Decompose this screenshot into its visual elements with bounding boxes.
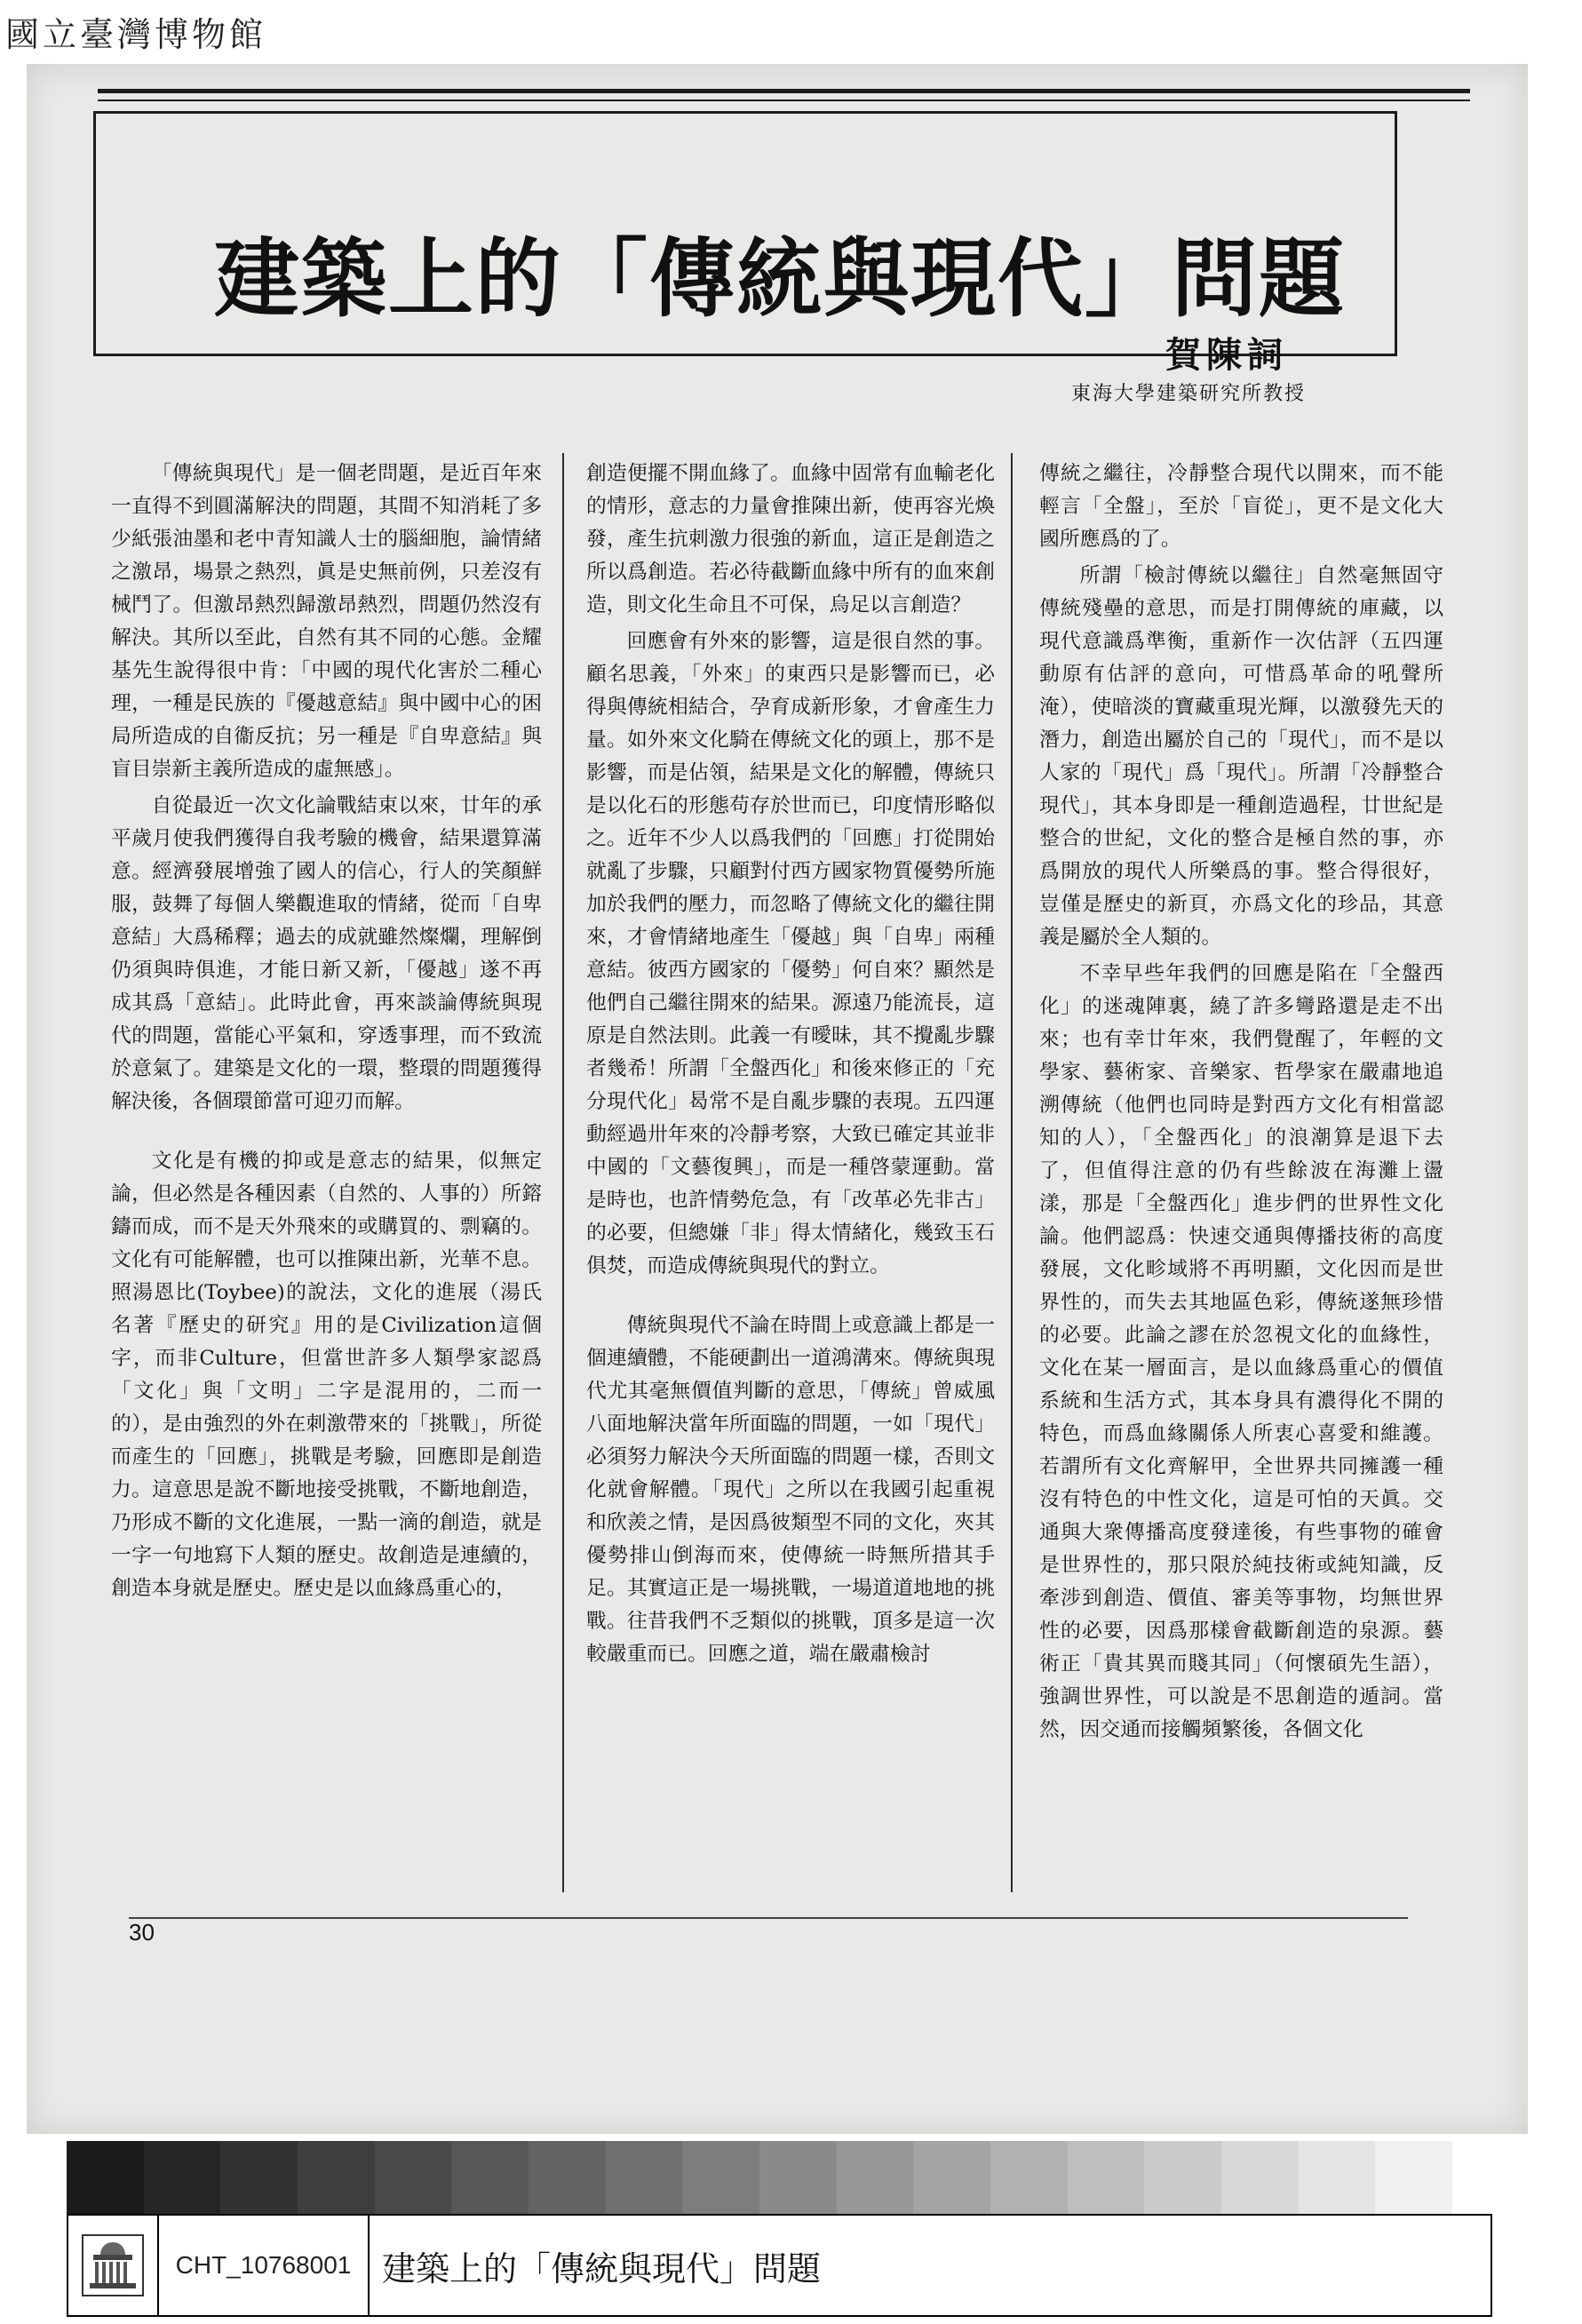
article-author: 賀陳詞 — [1165, 335, 1288, 376]
article-title: 建築上的「傳統與現代」問題 — [214, 229, 1346, 329]
title-box — [93, 111, 1397, 405]
museum-logo-icon — [68, 2216, 159, 2315]
top-rule-thick — [98, 89, 1470, 93]
top-rule-thin — [98, 99, 1470, 101]
paragraph: 創造便擺不開血緣了。血緣中固常有血輸老化的情形，意志的力量會推陳出新，使再容光煥發，產生抗刺激力很強的新血，這正是創造之所以爲創造。若必待截斷血緣中所有的血來創造，則文化生命且不可保，烏足以言創造？ — [586, 462, 995, 617]
catalog-id: CHT_10768001 — [159, 2216, 370, 2315]
grayscale-calibration-strip — [67, 2141, 1452, 2214]
text-column-1 — [111, 458, 542, 1914]
author-affiliation: 東海大學建築研究所教授 — [1070, 383, 1306, 405]
catalog-title: 建築上的「傳統與現代」問題 — [382, 2248, 822, 2288]
catalog-info-bar — [67, 2214, 1492, 2317]
column-divider — [1011, 453, 1013, 1892]
text-column-3 — [1039, 458, 1443, 1914]
paragraph: 「傳統與現代」是一個老問題，是近百年來一直得不到圓滿解決的問題，其間不知消耗了多少紙張油墨和老中青知識人士的腦細胞，論情緒之激昂，場景之熱烈，眞是史無前例，只差沒有械鬥了。但激昂熱烈歸激昂熱烈，問題仍然沒有解決。其所以至此，自然有其不同的心態。金耀基先生說得很中肯：「中國的現代化害於二種心理，一種是民族的『優越意結』與中國中心的困局所造成的自衞反抗；另一種是『自卑意結』與盲目崇新主義所造成的虛無感」。 — [111, 462, 542, 781]
paragraph: 自從最近一次文化論戰結束以來，廿年的承平歲月使我們獲得自我考驗的機會，結果還算滿意。經濟發展增強了國人的信心，行人的笑顏鮮服，鼓舞了每個人樂觀進取的情緒，從而「自卑意結」大爲稀釋；過去的成就雖然燦爛，理解倒仍須與時俱進，才能日新又新，「優越」遂不再成其爲「意結」。此時此會，再來談論傳統與現代的問題，當能心平氣和，穿透事理，而不致流於意氣了。建築是文化的一環，整環的問題獲得解決後，各個環節當可迎刃而解。 — [111, 794, 542, 1113]
paragraph: 回應會有外來的影響，這是很自然的事。顧名思義，「外來」的東西只是影響而已，必得與傳統相結合，孕育成新形象，才會產生力量。如外來文化騎在傳統文化的頭上，那不是影響，而是佔領，結果是文化的解體，傳統只是以化石的形態苟存於世而已，印度情形略似之。近年不少人以爲我們的「回應」打從開始就亂了步驟，只顧對付西方國家物質優勢所施加於我們的壓力，而忽略了傳統文化的繼往開來，才會情緒地產生「優越」與「自卑」兩種意結。彼西方國家的「優勢」何自來？顯然是他們自己繼往開來的結果。源遠乃能流長，這原是自然法則。此義一有曖昧，其不攪亂步驟者幾希！所謂「全盤西化」和後來修正的「充分現代化」曷常不是自亂步驟的表現。五四運動經過卅年來的冷靜考察，大致已確定其並非中國的「文藝復興」，而是一種啓蒙運動。當是時也，也許情勢危急，有「改革必先非古」的必要，但總嫌「非」得太情緒化，幾致玉石俱焚，而造成傳統與現代的對立。 — [586, 630, 995, 1277]
paragraph: 傳統與現代不論在時間上或意識上都是一個連續體，不能硬劃出一道鴻溝來。傳統與現代尤其毫無價值判斷的意思，「傳統」曾威風八面地解決當年所面臨的問題，一如「現代」必須努力解決今天所面臨的問題一樣，否則文化就會解體。「現代」之所以在我國引起重視和欣羨之情，是因爲彼類型不同的文化，夾其優勢排山倒海而來，使傳統一時無所措其手足。其實這正是一場挑戰，一場道道地地的挑戰。往昔我們不乏類似的挑戰，頂多是這一次較嚴重而已。回應之道，端在嚴肅檢討 — [586, 1314, 995, 1666]
column-divider — [562, 453, 564, 1892]
paragraph: 不幸早些年我們的回應是陷在「全盤西化」的迷魂陣裏，繞了許多彎路還是走不出來；也有幸廿年來，我們覺醒了，年輕的文學家、藝術家、音樂家、哲學家在嚴肅地追溯傳統（他們也同時是對西方文化有相當認知的人），「全盤西化」的浪潮算是退下去了，但值得注意的仍有些餘波在海灘上盪漾，那是「全盤西化」進步們的世界性文化論。他們認爲：快速交通與傳播技術的高度發展，文化畛域將不再明顯，文化因而是世界性的，而失去其地區色彩，傳統遂無珍惜的必要。此論之謬在於忽視文化的血緣性，文化在某一層面言，是以血緣爲重心的價值系統和生活方式，其本身具有濃得化不開的特色，而爲血緣關係人所衷心喜愛和維護。若謂所有文化齊解甲，全世界共同擁護一種沒有特色的中性文化，這是可怕的天眞。交通與大衆傳播高度發達後，有些事物的確會是世界性的，那只限於純技術或純知識，反牽涉到創造、價值、審美等事物，均無世界性的必要，因爲那樣會截斷創造的泉源。藝術正「貴其異而賤其同」（何懷碩先生語），強調世界性，可以說是不思創造的遁詞。當然，因交通而接觸頻繁後，各個文化 — [1039, 962, 1443, 1741]
text-column-2 — [586, 458, 995, 1914]
paragraph: 傳統之繼往，冷靜整合現代以開來，而不能輕言「全盤」，至於「盲從」，更不是文化大國所應爲的了。 — [1039, 462, 1443, 551]
paragraph: 文化是有機的抑或是意志的結果，似無定論，但必然是各種因素（自然的、人事的）所鎔鑄而成，而不是天外飛來的或購買的、剽竊的。文化有可能解體，也可以推陳出新，光華不息。照湯恩比(Toybee)的說法，文化的進展（湯氏名著『歷史的研究』用的是Civilization這個字，而非Culture，但當世許多人類學家認爲「文化」與「文明」二字是混用的，二而一的），是由強烈的外在刺激帶來的「挑戰」，所從而產生的「回應」，挑戰是考驗，回應即是創造力。這意思是說不斷地接受挑戰，不斷地創造，乃形成不斷的文化進展，一點一滴的創造，就是一字一句地寫下人類的歷史。故創造是連續的，創造本身就是歷史。歷史是以血緣爲重心的， — [111, 1150, 542, 1600]
page-footer-rule — [129, 1917, 1408, 1919]
paragraph: 所謂「檢討傳統以繼往」自然毫無固守傳統殘壘的意思，而是打開傳統的庫藏，以現代意識爲準衡，重新作一次估評（五四運動原有估評的意向，可惜爲革命的吼聲所淹），使暗淡的寶藏重現光輝，以激發先天的潛力，創造出屬於自己的「現代」，而不是以人家的「現代」爲「現代」。所謂「冷靜整合現代」，其本身即是一種創造過程，廿世紀是整合的世紀，文化的整合是極自然的事，亦爲開放的現代人所樂爲的事。整合得很好，豈僅是歷史的新頁，亦爲文化的珍品，其意義是屬於全人類的。 — [1039, 564, 1443, 949]
page-number: 30 — [129, 1919, 155, 1946]
museum-watermark-header: 國立臺灣博物館 — [5, 15, 267, 54]
